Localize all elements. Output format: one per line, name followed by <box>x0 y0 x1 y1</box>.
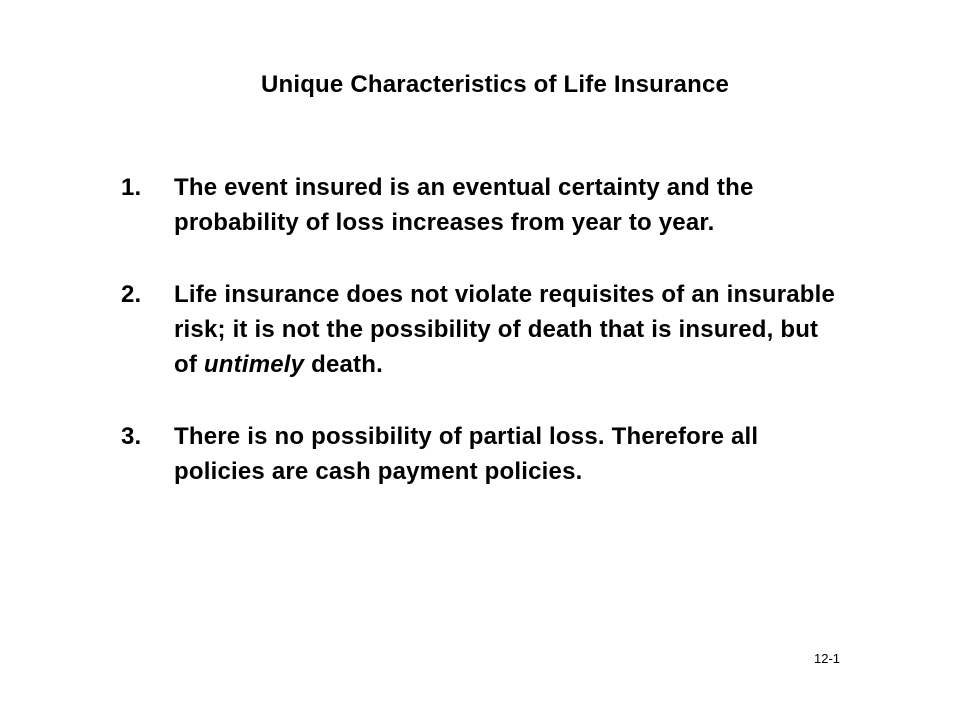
page-number: 12-1 <box>814 651 841 666</box>
list-item <box>121 419 841 489</box>
list-item-text: There is no possibility of partial loss. Therefore all policies are cash payment policies. <box>174 423 759 485</box>
list-item-text <box>174 281 835 378</box>
list-item-text: The event insured is an eventual certainty and the probability of loss increases from year to year. <box>174 174 754 236</box>
list-item-number: 3. <box>121 423 142 450</box>
list-item-number: 2. <box>121 281 142 308</box>
emphasis-text: untimely <box>203 351 305 378</box>
list-item-number: 1. <box>121 174 142 201</box>
list-item-text-start: Life insurance does not violate requisites of an insurable risk; it is not the possibility of death that is insured, but of <box>174 281 836 378</box>
list-item-text-end: death. <box>304 351 383 378</box>
slide-title: Unique Characteristics of Life Insurance <box>260 71 730 98</box>
characteristics-list <box>121 170 841 526</box>
list-item <box>121 170 841 240</box>
list-item <box>121 277 841 382</box>
